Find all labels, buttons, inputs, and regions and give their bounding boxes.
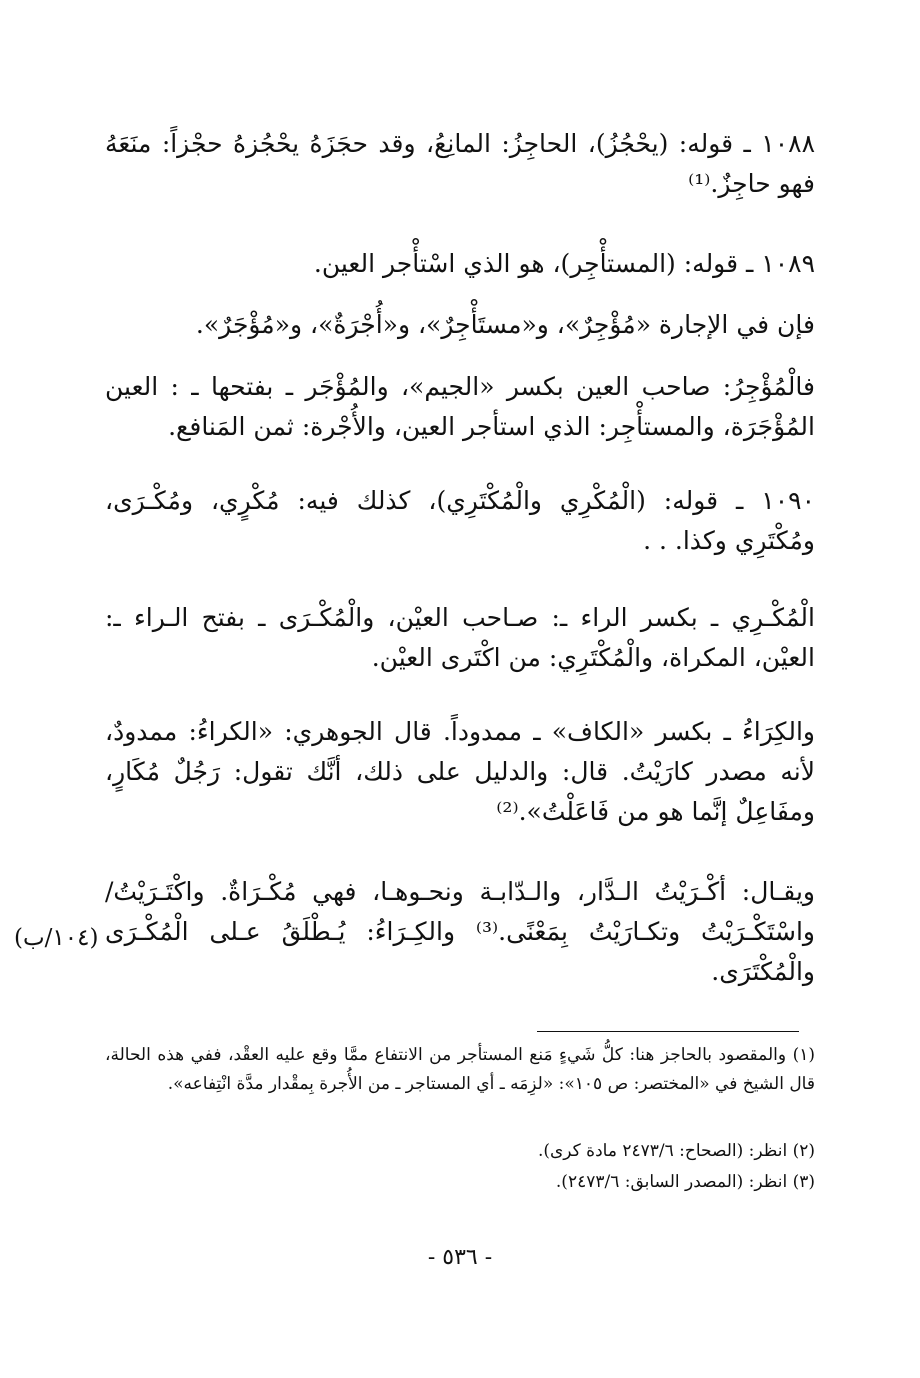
entry-1089: ١٠٨٩ ـ قوله: (المستأْجِر)، هو الذي اسْتأْجر العين. xyxy=(313,249,815,278)
mukri-definition-paragraph: الْمُكْـرِي ـ بكسر الراء ـ: صـاحب العيْن، والْمُكْـرَى ـ بفتح الـراء ـ: العيْن، المكراة، والْمُكْتَرِي: من اكْتَرى العيْن. xyxy=(105,603,815,672)
entry-1088: ١٠٨٨ ـ قوله: (يحْجُزُ)، الحاجِزُ: المانِعُ، وقد حجَزَهُ يحْجُزهُ حجْزاً: منَعَهُ فهو حاجِزٌ.⁽¹⁾ xyxy=(105,129,815,198)
footnote-3: (٣) انظر: (المصدر السابق: ٢٤٧٣/٦). xyxy=(555,1172,815,1192)
ijara-terms-paragraph: فإن في الإجارة «مُؤْجِرٌ»، و«مستَأْجِرٌ»، و«أُجْرَةٌ»، و«مُؤْجَرٌ». xyxy=(195,310,815,339)
mujir-definition-paragraph: فالْمُؤْجِرُ: صاحب العين بكسر «الجيم»، والمُؤْجَر ـ بفتحها ـ : العين المُؤْجَرَة، والمستأْجِر: الذي استأجر العين، والأُجْرة: ثمن المَنافع. xyxy=(105,372,815,441)
footnote-divider xyxy=(537,1031,799,1032)
kira-definition-paragraph: والكِرَاءُ ـ بكسر «الكاف» ـ ممدوداً. قال الجوهري: «الكراءُ: ممدودٌ، لأنه مصدر كارَيْتُ. قال: والدليل على ذلك، أنَّك تقول: رَجُلٌ مُكَارٍ، ومفَاعِلٌ إنَّما هو من فَاعَلْتُ».⁽²⁾ xyxy=(105,717,815,826)
entry-1090: ١٠٩٠ ـ قوله: (الْمُكْرِي والْمُكْتَرِي)، كذلك فيه: مُكْرٍي، ومُكْـرَى، ومُكْتَرِي وكذا. . . xyxy=(105,486,815,555)
yuqal-paragraph: ويقـال: أكْـرَيْتُ الـدَّار، والـدّابـة ونحـوهـا، فهي مُكْـرَاةٌ. واكْتَـرَيْتُ/واسْتَكْـرَيْتُ وتكـارَيْتُ بِمَعْنًى.⁽³⁾ والكِـرَاءُ: يُـطْلَقُ عـلى الْمُكْـرَى والْمُكْتَرَى. xyxy=(105,877,815,986)
footnote-2: (٢) انظر: (الصحاح: ٢٤٧٣/٦ مادة كرى). xyxy=(537,1141,815,1161)
footnote-1: (١) والمقصود بالحاجز هنا: كلُّ شَيءٍ مَنع المستأجر من الانتفاع ممَّا وقع عليه العقْد، ففي هذه الحالة، قال الشيخ في «المختصر: ص ١٠٥»: «لزِمَه ـ أي المستاجر ـ من الأُجرة بِمقْدار مدَّة انْتِفاعه». xyxy=(105,1045,815,1094)
margin-folio-note: (١٠٤/ب) xyxy=(14,925,99,951)
page-number: - ٥٣٦ - xyxy=(427,1245,493,1270)
